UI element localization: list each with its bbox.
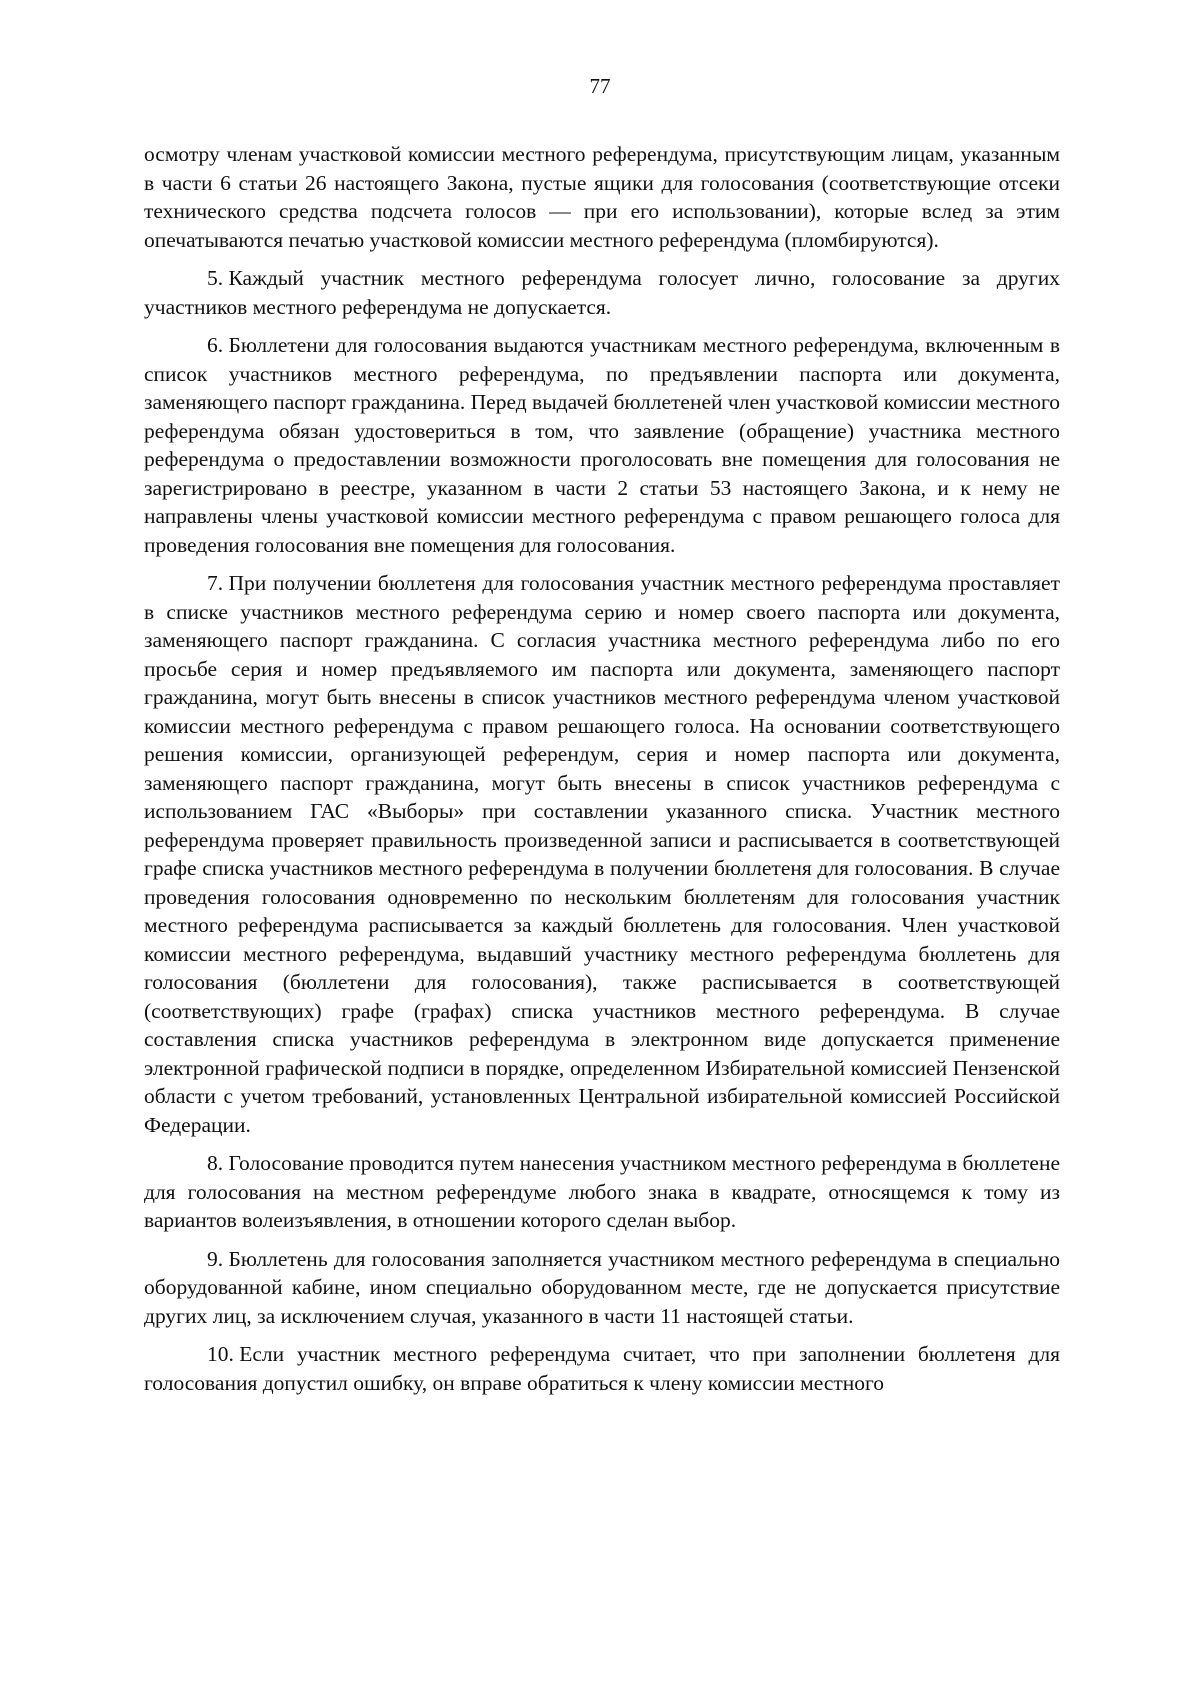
paragraph-text: Каждый участник местного референдума голосует лично, голосование за других участников местного референдума не допускается.	[144, 266, 1060, 319]
paragraph-number: 6.	[207, 333, 224, 357]
paragraph-text: Если участник местного референдума считает, что при заполнении бюллетеня для голосования допустил ошибку, он вправе обратиться к члену комиссии местного	[144, 1342, 1060, 1395]
paragraph-8	[144, 1149, 1060, 1235]
paragraph-9	[144, 1245, 1060, 1331]
paragraph-text: осмотру членам участковой комиссии местного референдума, присутствующим лицам, указанным в части 6 статьи 26 настоящего Закона, пустые ящики для голосования (соответствующие отсеки технического средства подсчета голосов — при его использовании), которые вслед за этим опечатываются печатью участковой комиссии местного референдума (пломбируются).	[144, 142, 1060, 252]
paragraph-number: 7.	[207, 571, 224, 595]
paragraph-text: При получении бюллетеня для голосования участник местного референдума проставляет в списке участников местного референдума серию и номер своего паспорта или документа, заменяющего паспорт гражданина. С согласия участника местного референдума либо по его просьбе серия и номер предъявляемого им паспорта или документа, заменяющего паспорт гражданина, могут быть внесены в список участников местного референдума членом участковой комиссии местного референдума с правом решающего голоса. На основании соответствующего решения комиссии, организующей референдум, серия и номер паспорта или документа, заменяющего паспорт гражданина, могут быть внесены в список участников референдума с использованием ГАС «Выборы» при составлении указанного списка. Участник местного референдума проверяет правильность произведенной записи и расписывается в соответствующей графе списка участников местного референдума в получении бюллетеня для голосования. В случае проведения голосования одновременно по нескольким бюллетеням для голосования участник местного референдума расписывается за каждый бюллетень для голосования. Член участковой комиссии местного референдума, выдавший участнику местного референдума бюллетень для голосования (бюллетени для голосования), также расписывается в соответствующей (соответствующих) графе (графах) списка участников местного референдума. В случае составления списка участников референдума в электронном виде допускается применение электронной графической подписи в порядке, определенном Избирательной комиссией Пензенской области с учетом требований, установленных Центральной избирательной комиссией Российской Федерации.	[144, 571, 1060, 1137]
paragraph-6	[144, 331, 1060, 559]
paragraph-number: 9.	[207, 1246, 224, 1271]
paragraph-continuation	[144, 140, 1060, 254]
page-number: 77	[589, 74, 611, 98]
document-body	[144, 140, 1060, 1397]
paragraph-5	[144, 264, 1060, 321]
paragraph-number: 8.	[207, 1151, 224, 1175]
paragraph-text: Голосование проводится путем нанесения участником местного референдума в бюллетене для голосования на местном референдуме любого знака в квадрате, относящемся к тому из вариантов волеизъявления, в отношении которого сделан выбор.	[144, 1151, 1060, 1232]
paragraph-10	[144, 1340, 1060, 1397]
paragraph-7	[144, 569, 1060, 1139]
paragraph-text: Бюллетени для голосования выдаются участникам местного референдума, включенным в список участников местного референдума, по предъявлении паспорта или документа, заменяющего паспорт гражданина. Перед выдачей бюллетеней член участковой комиссии местного референдума обязан удостовериться в том, что заявление (обращение) участника местного референдума о предоставлении возможности проголосовать вне помещения для голосования не зарегистрировано в реестре, указанном в части 2 статьи 53 настоящего Закона, и к нему не направлены члены участковой комиссии местного референдума с правом решающего голоса для проведения голосования вне помещения для голосования.	[144, 333, 1060, 557]
paragraph-number: 10.	[207, 1342, 234, 1366]
paragraph-text: Бюллетень для голосования заполняется участником местного референдума в специально оборудованной кабине, ином специально оборудованном месте, где не допускается присутствие других лиц, за исключением случая, указанного в части 11 настоящей статьи.	[144, 1246, 1060, 1328]
paragraph-number: 5.	[207, 266, 224, 290]
